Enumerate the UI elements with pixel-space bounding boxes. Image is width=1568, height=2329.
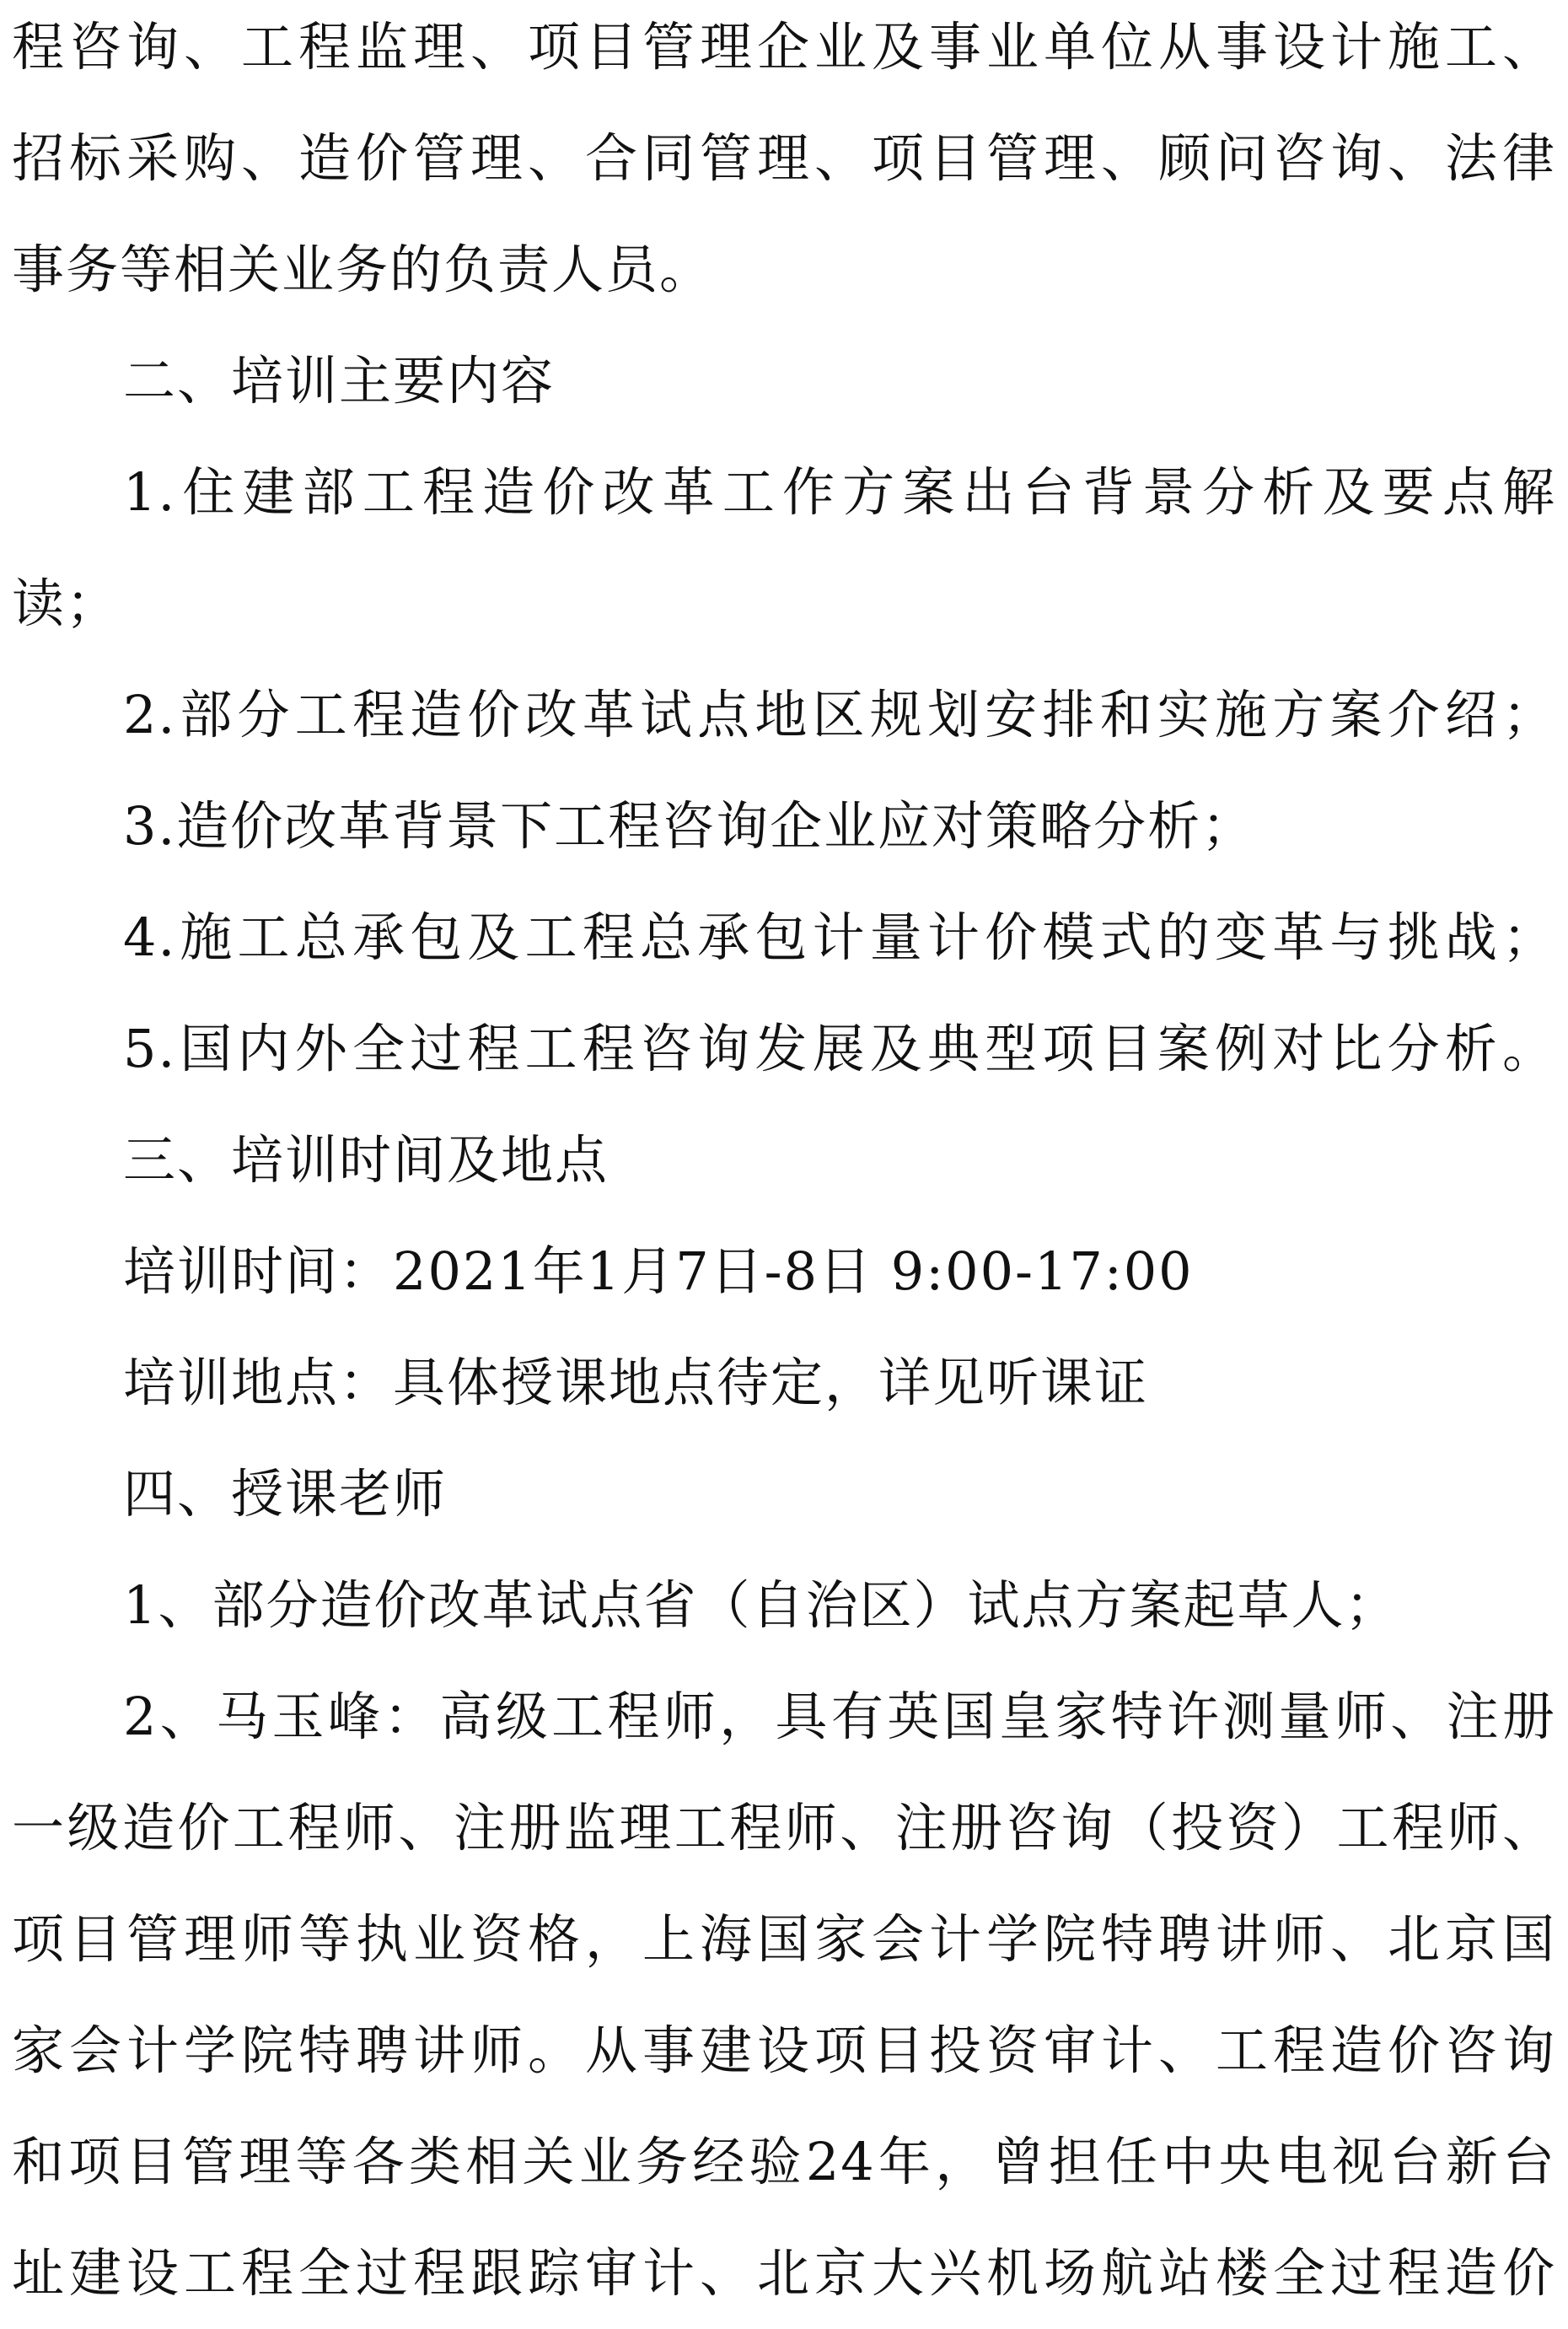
list-item: 3.造价改革背景下工程咨询企业应对策略分析； <box>123 795 1256 857</box>
list-item: 2、马玉峰：高级工程师，具有英国皇家特许测量师、注册 <box>123 1686 1556 1747</box>
text-line: 事务等相关业务的负责人员。 <box>12 239 714 300</box>
section-heading: 三、培训时间及地点 <box>123 1129 609 1191</box>
text-line: 家会计学院特聘讲师。从事建设项目投资审计、工程造价咨询 <box>12 2020 1556 2081</box>
list-item: 5.国内外全过程工程咨询发展及典型项目案例对比分析。 <box>123 1018 1556 1079</box>
list-item: 1.住建部工程造价改革工作方案出台背景分析及要点解 <box>123 461 1556 523</box>
text-line: 招标采购、造价管理、合同管理、项目管理、顾问咨询、法律 <box>12 127 1556 189</box>
training-time: 培训时间：2021年1月7日-8日 9:00-17:00 <box>123 1240 1194 1302</box>
text-line: 一级造价工程师、注册监理工程师、注册咨询（投资）工程师、 <box>12 1797 1556 1858</box>
section-heading: 四、授课老师 <box>123 1463 448 1525</box>
list-item: 4.施工总承包及工程总承包计量计价模式的变革与挑战； <box>123 906 1556 968</box>
text-line: 址建设工程全过程跟踪审计、北京大兴机场航站楼全过程造价 <box>12 2242 1556 2304</box>
text-line: 读； <box>12 573 121 634</box>
list-item: 2.部分工程造价改革试点地区规划安排和实施方案介绍； <box>123 684 1556 745</box>
list-item: 1、部分造价改革试点省（自治区）试点方案起草人； <box>123 1574 1399 1636</box>
text-line: 和项目管理等各类相关业务经验24年，曾担任中央电视台新台 <box>12 2131 1556 2192</box>
text-line: 程咨询、工程监理、项目管理企业及事业单位从事设计施工、 <box>12 16 1556 78</box>
training-location: 培训地点：具体授课地点待定，详见听课证 <box>123 1352 1149 1413</box>
text-line: 项目管理师等执业资格，上海国家会计学院特聘讲师、北京国 <box>12 1908 1556 1970</box>
section-heading: 二、培训主要内容 <box>123 350 556 411</box>
